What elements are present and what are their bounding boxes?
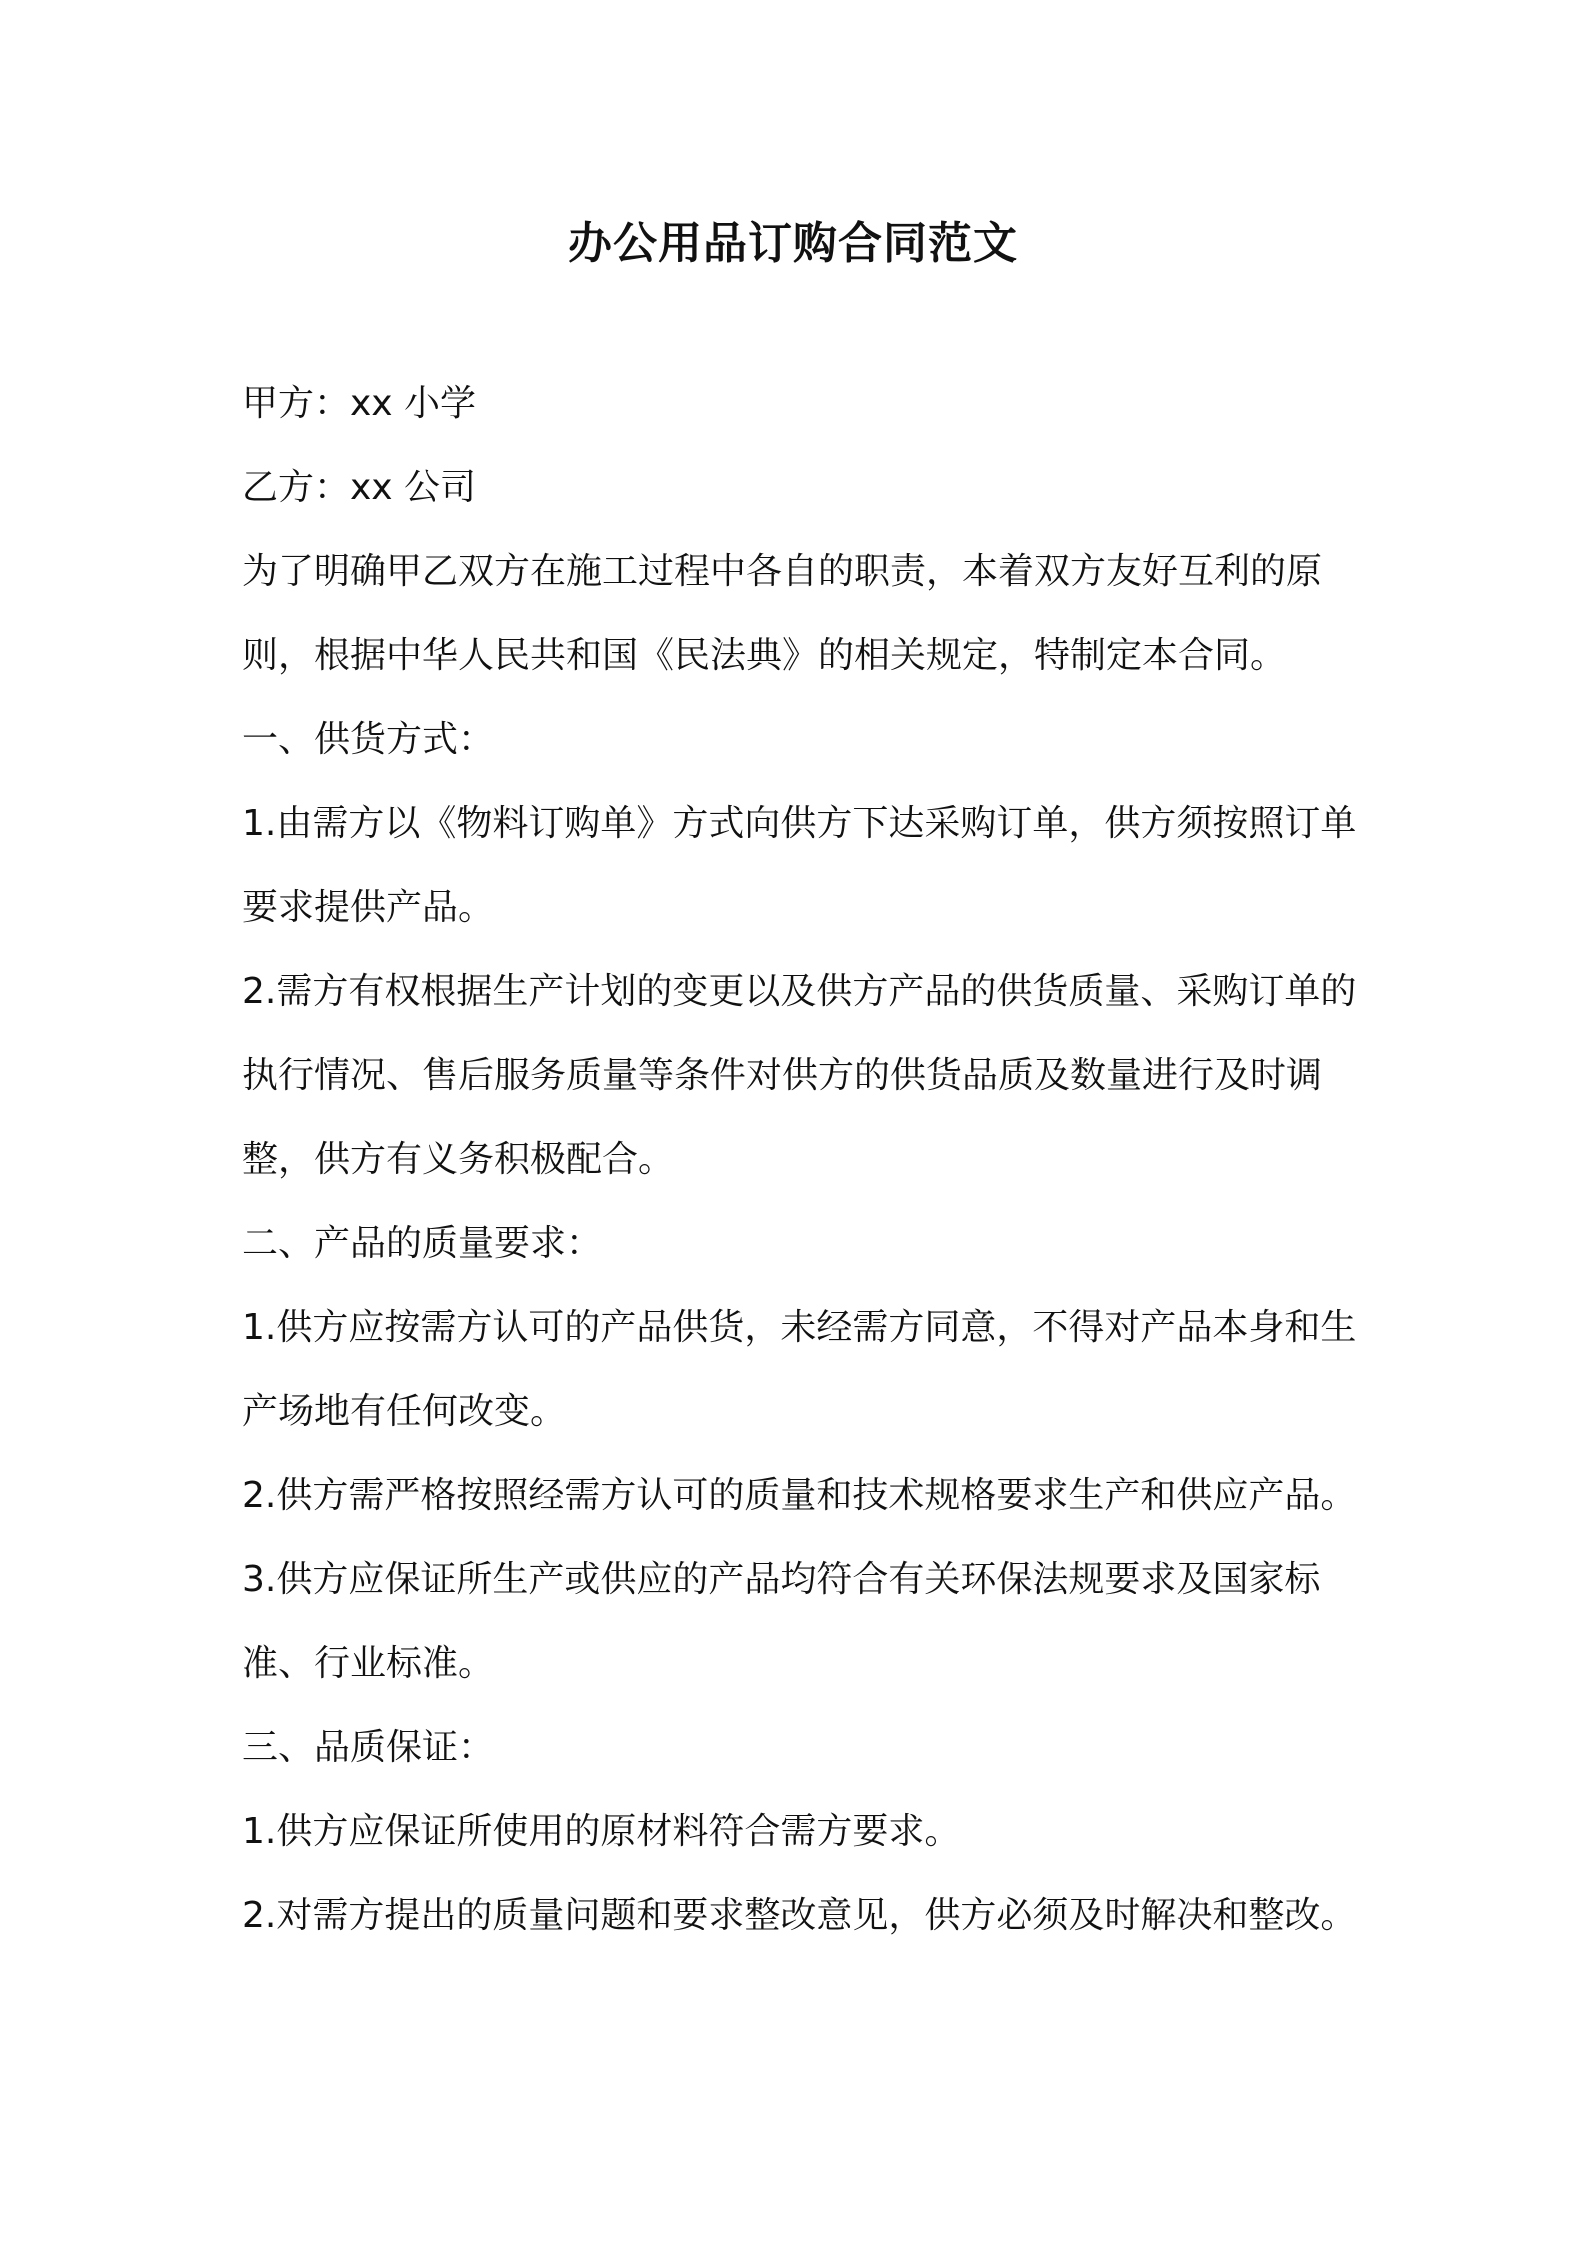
- section-2-item-2: 2.供方需严格按照经需方认可的质量和技术规格要求生产和供应产品。: [242, 1475, 1357, 1516]
- section-1-item-1: 1.由需方以《物料订购单》方式向供方下达采购订单，供方须按照订单要求提供产品。: [242, 803, 1357, 928]
- document-title: 办公用品订购合同范文: [568, 218, 1018, 269]
- party-b-line: 乙方：xx 公司: [242, 467, 477, 508]
- section-2-item-1: 1.供方应按需方认可的产品供货，未经需方同意，不得对产品本身和生产场地有任何改变。: [242, 1307, 1357, 1432]
- section-3-item-1: 1.供方应保证所使用的原材料符合需方要求。: [242, 1811, 961, 1852]
- party-a-line: 甲方：xx 小学: [242, 383, 477, 424]
- section-2-heading: 二、产品的质量要求：: [242, 1223, 603, 1264]
- document-body: [242, 362, 1362, 1958]
- section-1-item-2: 2.需方有权根据生产计划的变更以及供方产品的供货质量、采购订单的执行情况、售后服务质量等条件对供方的供货品质及数量进行及时调整，供方有义务积极配合。: [242, 971, 1357, 1180]
- preamble-paragraph: 为了明确甲乙双方在施工过程中各自的职责，本着双方友好互利的原则，根据中华人民共和国《民法典》的相关规定，特制定本合同。: [242, 551, 1323, 676]
- section-3-heading: 三、品质保证：: [242, 1727, 495, 1768]
- section-2-item-3: 3.供方应保证所生产或供应的产品均符合有关环保法规要求及国家标准、行业标准。: [242, 1559, 1321, 1684]
- section-3-item-2: 2.对需方提出的质量问题和要求整改意见，供方必须及时解决和整改。: [242, 1895, 1357, 1936]
- section-1-heading: 一、供货方式：: [242, 719, 495, 760]
